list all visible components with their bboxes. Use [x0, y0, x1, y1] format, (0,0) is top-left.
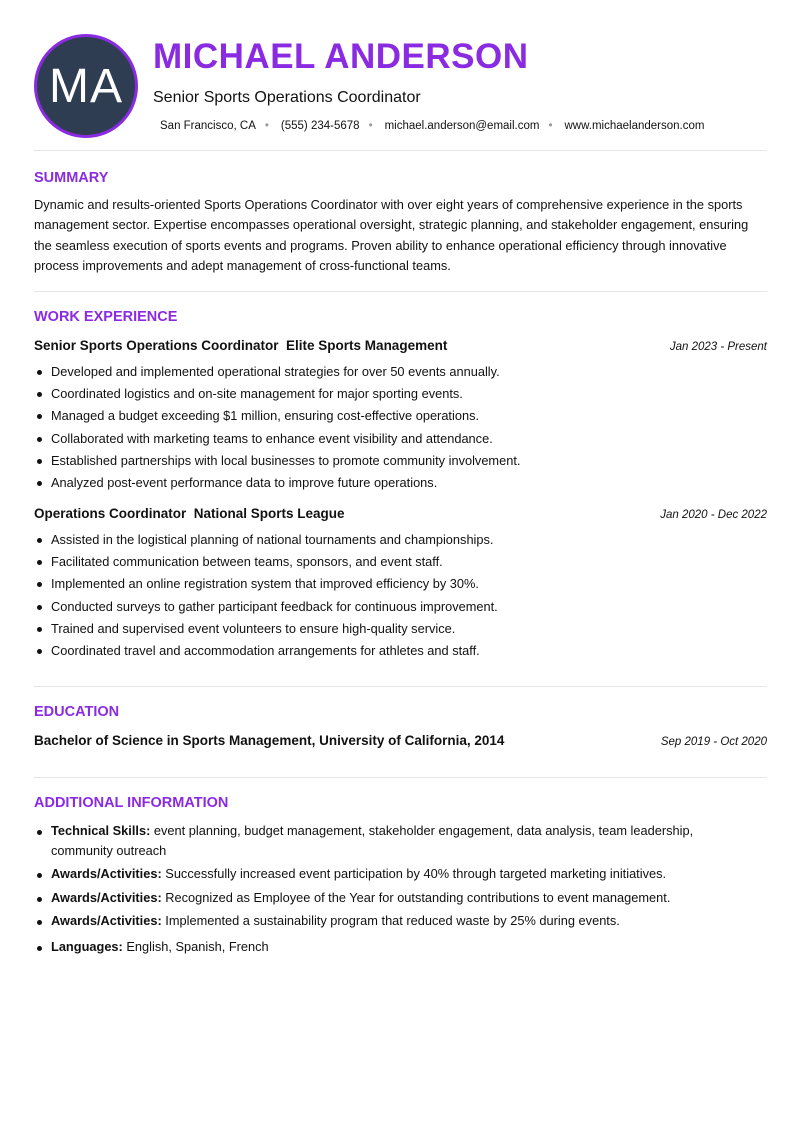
info-text: event planning, budget management, stakeholder engagement, data analysis, team leadership, community outreach — [51, 823, 694, 858]
info-label: Languages: — [51, 938, 123, 954]
contact-location: San Francisco, CA — [160, 120, 256, 132]
job-company: National Sports League — [193, 506, 345, 521]
candidate-name: MICHAEL ANDERSON — [153, 37, 529, 76]
list-item: Conducted surveys to gather participant feedback for continuous improvement. — [34, 596, 767, 618]
list-item — [34, 864, 734, 884]
job-role: Senior Sports Operations Coordinator — [34, 338, 279, 353]
separator-dot-icon: • — [548, 120, 553, 132]
list-item — [34, 888, 734, 908]
job-header — [34, 338, 767, 353]
separator-dot-icon: • — [264, 120, 269, 132]
education-heading: EDUCATION — [34, 704, 120, 720]
list-item: Implemented an online registration system that improved efficiency by 30%. — [34, 573, 767, 595]
avatar — [34, 34, 138, 138]
list-item: Trained and supervised event volunteers to ensure high-quality service. — [34, 618, 767, 640]
additional-heading: ADDITIONAL INFORMATION — [34, 795, 229, 811]
list-item: Facilitated communication between teams, sponsors, and event staff. — [34, 551, 767, 573]
contact-phone: (555) 234-5678 — [280, 120, 360, 132]
summary-text: Dynamic and results-oriented Sports Operations Coordinator with over eight years of comprehensive experience in the sports management sector. Expertise encompasses operational oversight, strategic planning, and stakeholder engagement, ensuring the seamless execution of sports events and programs. Proven ability to enhance operational efficiency through innovative process improvements and adept management of cross-functional teams. — [34, 197, 749, 273]
additional-list — [34, 821, 734, 956]
education-entry — [34, 733, 767, 748]
summary-heading: SUMMARY — [34, 170, 109, 186]
job-dates: Jan 2023 - Present — [669, 341, 767, 353]
info-text: Recognized as Employee of the Year for outstanding contributions to event management. — [165, 889, 671, 905]
info-text: English, Spanish, French — [126, 938, 269, 954]
separator-dot-icon: • — [368, 120, 373, 132]
list-item: Coordinated logistics and on-site management for major sporting events. — [34, 383, 767, 405]
info-label: Technical Skills: — [51, 823, 151, 838]
list-item: Assisted in the logistical planning of national tournaments and championships. — [34, 529, 767, 551]
education-dates: Sep 2019 - Oct 2020 — [660, 736, 767, 748]
avatar-initials: MA — [49, 59, 123, 113]
job-role: Operations Coordinator — [34, 506, 187, 521]
info-label: Awards/Activities: — [51, 866, 162, 881]
list-item: Managed a budget exceeding $1 million, ensuring cost-effective operations. — [34, 405, 767, 427]
info-label: Awards/Activities: — [51, 889, 162, 905]
candidate-title: Senior Sports Operations Coordinator — [153, 89, 421, 106]
list-item — [34, 937, 734, 957]
contact-website[interactable]: www.michaelanderson.com — [564, 120, 705, 132]
info-label: Awards/Activities: — [51, 913, 162, 928]
list-item: Collaborated with marketing teams to enhance event visibility and attendance. — [34, 428, 767, 450]
list-item — [34, 911, 734, 931]
experience-heading: WORK EXPERIENCE — [34, 309, 178, 325]
info-text: Successfully increased event participation by 40% through targeted marketing initiatives. — [165, 866, 667, 881]
job-bullets — [34, 529, 767, 662]
job-role-line — [34, 506, 345, 521]
contact-bar — [160, 120, 704, 132]
divider — [34, 291, 767, 292]
job-company: Elite Sports Management — [286, 338, 448, 353]
education-degree: Bachelor of Science in Sports Management, University of California, 2014 — [34, 733, 505, 748]
divider — [34, 150, 767, 151]
job-header — [34, 506, 767, 521]
info-text: Implemented a sustainability program that reduced waste by 25% during events. — [165, 913, 620, 928]
list-item: Established partnerships with local businesses to promote community involvement. — [34, 450, 767, 472]
job-dates: Jan 2020 - Dec 2022 — [660, 509, 767, 521]
job-bullets — [34, 361, 767, 494]
list-item: Developed and implemented operational strategies for over 50 events annually. — [34, 361, 767, 383]
divider — [34, 777, 767, 778]
list-item: Coordinated travel and accommodation arrangements for athletes and staff. — [34, 640, 767, 662]
list-item — [34, 821, 734, 860]
job-role-line — [34, 338, 447, 353]
list-item: Analyzed post-event performance data to improve future operations. — [34, 472, 767, 494]
divider — [34, 686, 767, 687]
contact-email[interactable]: michael.anderson@email.com — [384, 120, 540, 132]
